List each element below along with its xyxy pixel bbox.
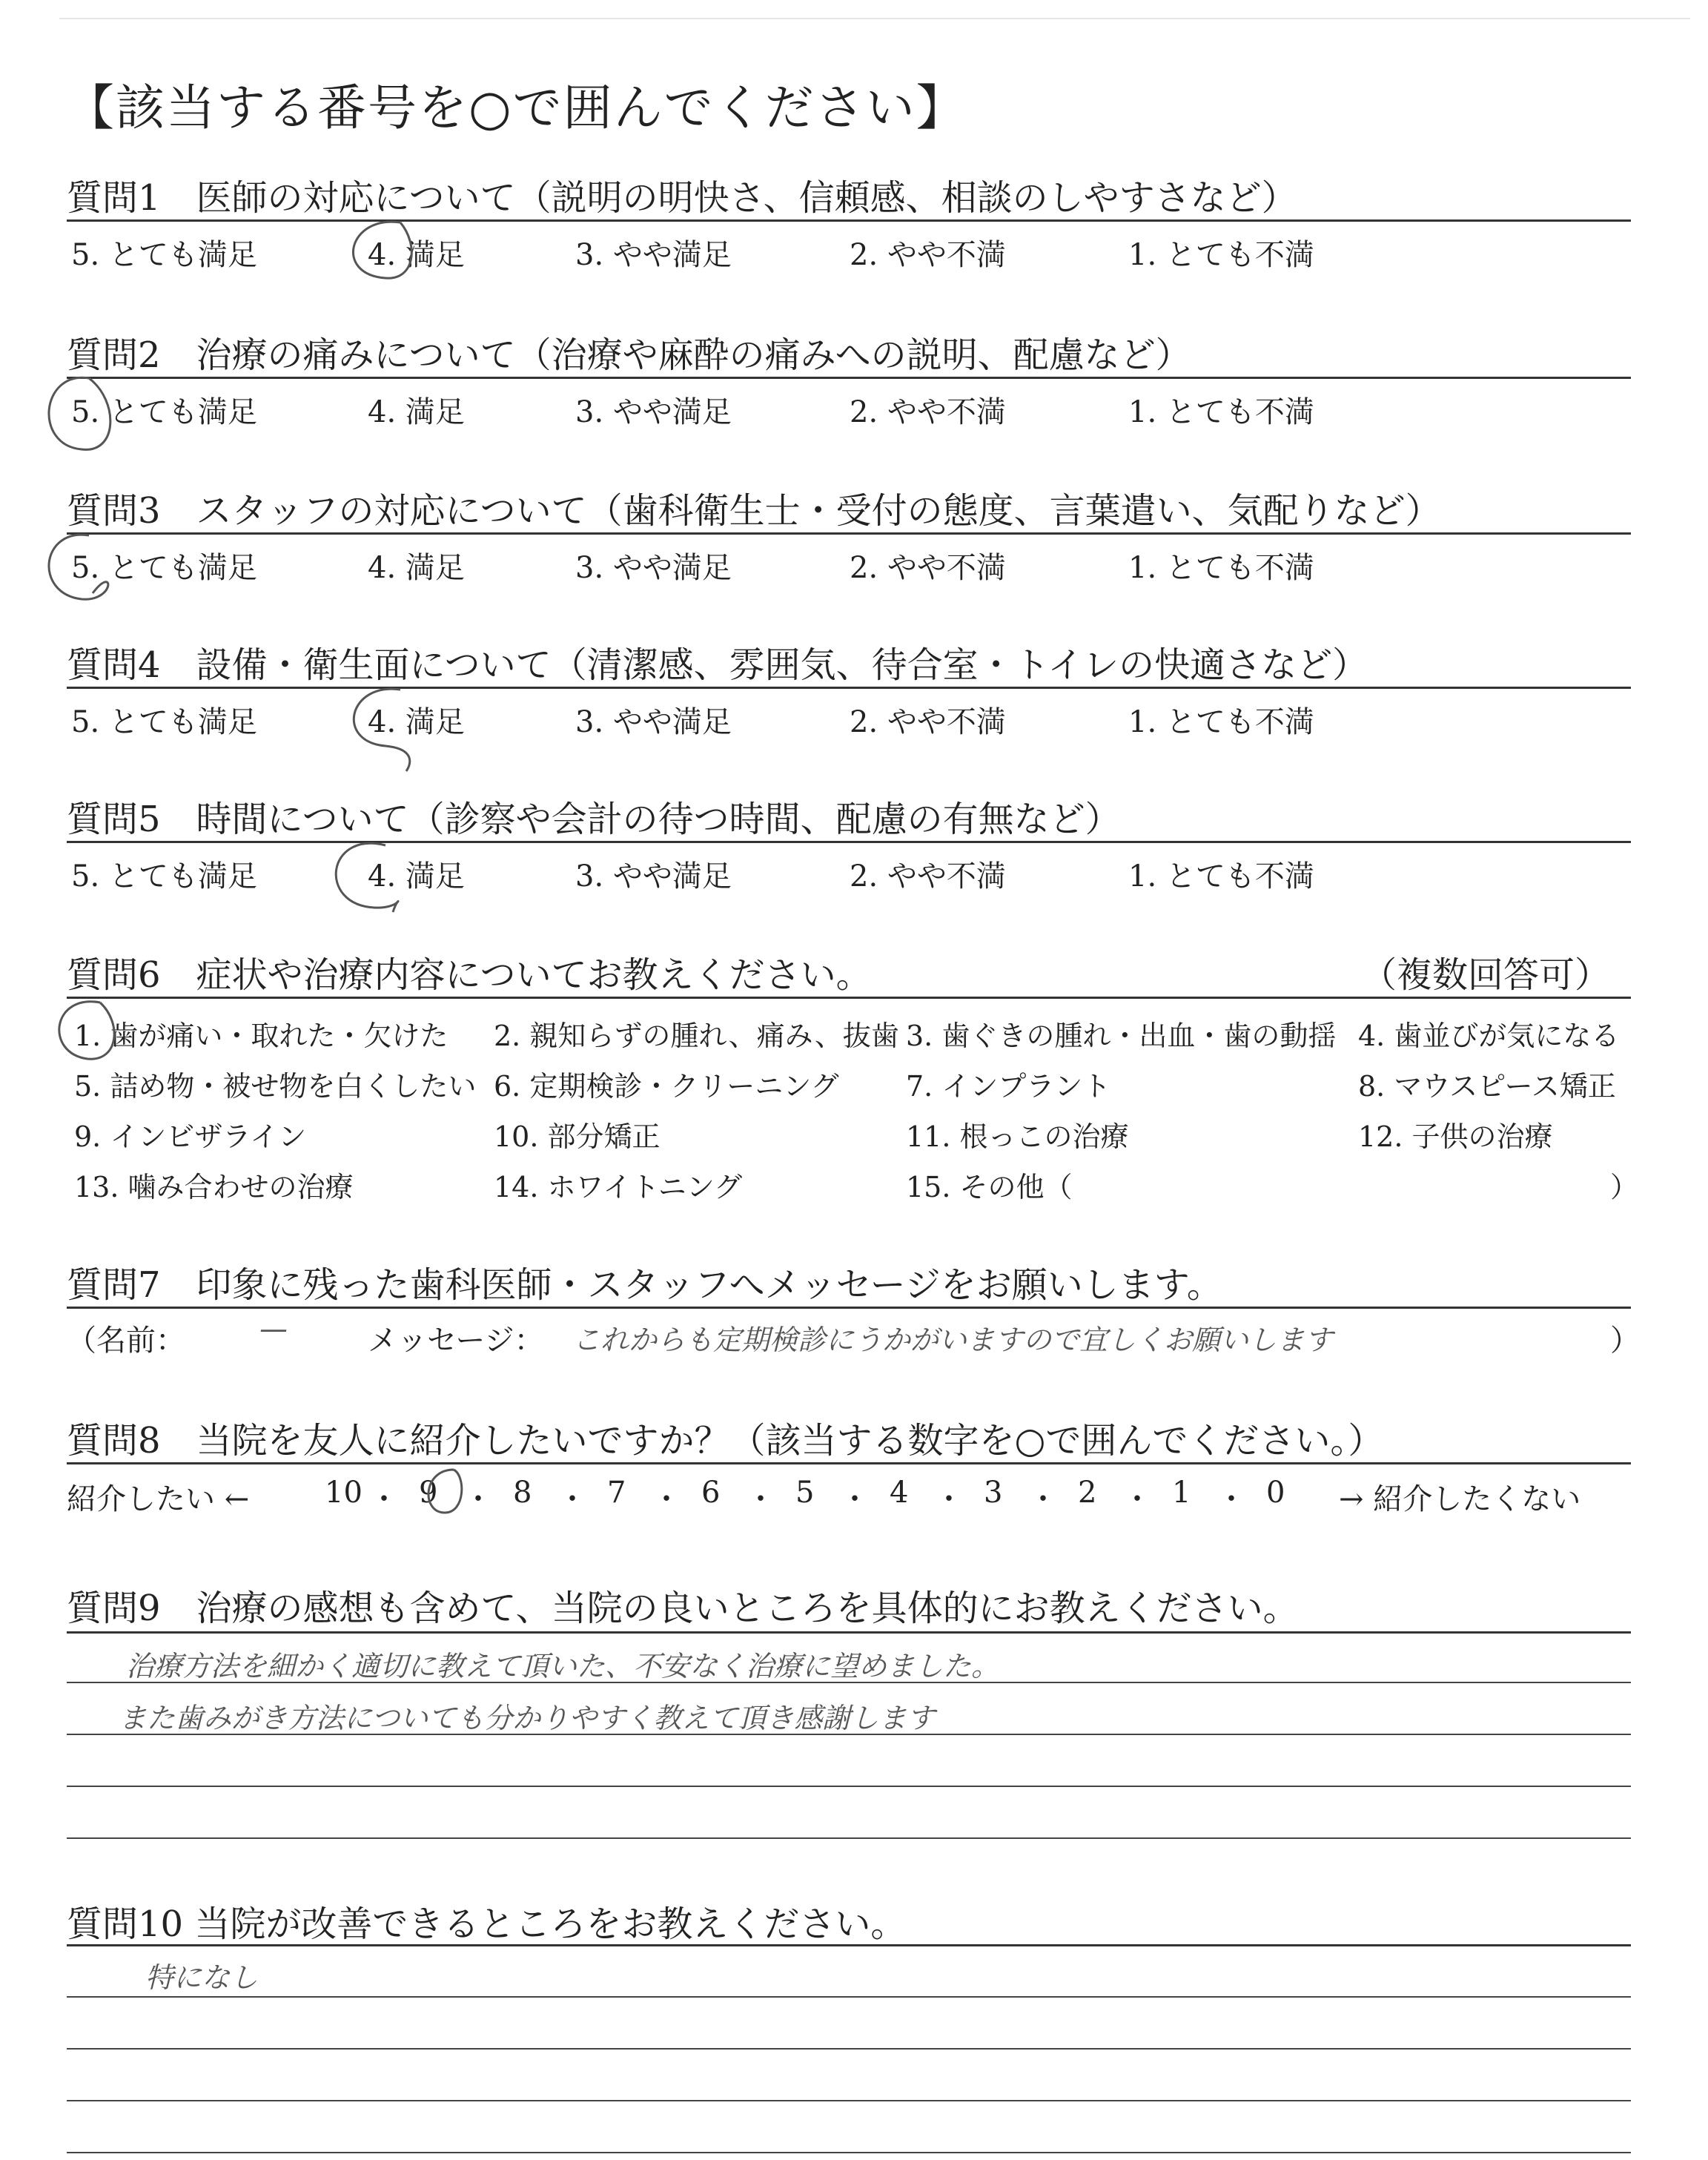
q8-separator-dot: ・ (557, 1482, 587, 1516)
q2-option-2[interactable]: 2. やや不満 (850, 395, 1006, 429)
q8-circle-mark (428, 1470, 462, 1513)
q3-option-5[interactable]: 5. とても満足 (71, 551, 257, 585)
q3-option-4[interactable]: 4. 満足 (368, 551, 465, 585)
q4-option-5[interactable]: 5. とても満足 (71, 705, 257, 739)
q6-option-10[interactable]: 10. 部分矯正 (494, 1120, 661, 1153)
q5-option-5[interactable]: 5. とても満足 (71, 859, 257, 894)
q6-title: 質問6 症状や治療内容についてお教えください。 (67, 954, 872, 996)
q8-option-3[interactable]: 3 (984, 1476, 1003, 1510)
q1-option-2[interactable]: 2. やや不満 (850, 238, 1006, 272)
q6-option-5[interactable]: 5. 詰め物・被せ物を白くしたい (74, 1070, 477, 1103)
q2-title: 質問2 治療の痛みについて（治療や麻酔の痛みへの説明、配慮など） (67, 334, 1191, 376)
q6-option-1[interactable]: 1. 歯が痛い・取れた・欠けた (74, 1020, 448, 1052)
q2-option-5[interactable]: 5. とても満足 (71, 395, 257, 429)
q6-option-15[interactable]: 15. その他（ (906, 1171, 1073, 1203)
q9-answer-line-1[interactable]: 治療方法を細かく適切に教えて頂いた、不安なく治療に望めました。 (126, 1650, 1000, 1682)
q4-option-1[interactable]: 1. とても不満 (1128, 705, 1314, 739)
q4-title: 質問4 設備・衛生面について（清潔感、雰囲気、待合室・トイレの快適さなど） (67, 644, 1368, 686)
q7-message-value[interactable]: これからも定期検診にうかがいますので宜しくお願いします (572, 1324, 1334, 1356)
q4-option-2[interactable]: 2. やや不満 (850, 705, 1006, 739)
q8-option-7[interactable]: 7 (607, 1476, 626, 1510)
q9-title: 質問9 治療の感想も含めて、当院の良いところを具体的にお教えください。 (67, 1588, 1299, 1629)
q8-right-label: → 紹介したくない (1339, 1482, 1581, 1516)
q6-note: （複数回答可） (1361, 954, 1611, 996)
q8-separator-dot: ・ (934, 1482, 964, 1516)
q1-title: 質問1 医師の対応について（説明の明快さ、信頼感、相談のしやすさなど） (67, 177, 1297, 219)
q6-option-13[interactable]: 13. 噛み合わせの治療 (74, 1171, 354, 1203)
q3-title: 質問3 スタッフの対応について（歯科衛生士・受付の態度、言葉遣い、気配りなど） (67, 490, 1441, 532)
q8-option-8[interactable]: 8 (513, 1476, 532, 1510)
q6-other-close: ） (1610, 1171, 1639, 1203)
q8-option-9[interactable]: 9 (419, 1476, 438, 1510)
q6-option-6[interactable]: 6. 定期検診・クリーニング (494, 1070, 839, 1103)
form-header: 【該当する番号を○で囲んでください】 (65, 79, 967, 136)
q8-separator-dot: ・ (1217, 1482, 1246, 1516)
q8-option-1[interactable]: 1 (1172, 1476, 1191, 1510)
q3-option-2[interactable]: 2. やや不満 (850, 551, 1006, 585)
q8-title: 質問8 当院を友人に紹介したいですか？（該当する数字を○で囲んでください。） (67, 1420, 1384, 1462)
q6-option-4[interactable]: 4. 歯並びが気になる (1358, 1020, 1620, 1052)
q6-option-8[interactable]: 8. マウスピース矯正 (1358, 1070, 1616, 1103)
q6-circle-mark-1 (59, 1002, 114, 1059)
q8-separator-dot: ・ (463, 1482, 493, 1516)
q4-option-3[interactable]: 3. やや満足 (575, 705, 732, 739)
q3-option-1[interactable]: 1. とても不満 (1128, 551, 1314, 585)
q7-name-label: （名前： (67, 1324, 185, 1358)
q2-option-3[interactable]: 3. やや満足 (575, 395, 732, 429)
q10-title: 質問10 当院が改善できるところをお教えください。 (67, 1903, 907, 1945)
q7-title: 質問7 印象に残った歯科医師・スタッフへメッセージをお願いします。 (67, 1264, 1222, 1306)
q2-circle-mark (49, 377, 110, 449)
q1-option-4[interactable]: 4. 満足 (368, 238, 465, 272)
q8-option-0[interactable]: 0 (1266, 1476, 1285, 1510)
q8-separator-dot: ・ (369, 1482, 399, 1516)
q6-option-9[interactable]: 9. インビザライン (74, 1120, 307, 1153)
q6-option-11[interactable]: 11. 根っこの治療 (906, 1120, 1129, 1153)
q8-option-6[interactable]: 6 (701, 1476, 721, 1510)
q5-option-3[interactable]: 3. やや満足 (575, 859, 732, 894)
q3-circle-mark (49, 535, 108, 599)
q8-separator-dot: ・ (840, 1482, 870, 1516)
q9-answer-line-2[interactable]: また歯みがき方法についても分かりやすく教えて頂き感謝します (119, 1702, 936, 1734)
q8-separator-dot: ・ (1028, 1482, 1058, 1516)
q7-message-label: メッセージ： (368, 1324, 544, 1358)
q1-option-5[interactable]: 5. とても満足 (71, 238, 257, 272)
q6-option-7[interactable]: 7. インプラント (906, 1070, 1111, 1103)
q8-option-2[interactable]: 2 (1078, 1476, 1097, 1510)
q10-answer-line-1[interactable]: 特になし (145, 1961, 259, 1994)
q5-title: 質問5 時間について（診察や会計の待つ時間、配慮の有無など） (67, 799, 1121, 840)
q5-option-4[interactable]: 4. 満足 (368, 859, 465, 894)
q8-separator-dot: ・ (1122, 1482, 1152, 1516)
q4-circle-mark (354, 689, 409, 771)
q7-close: ） (1610, 1324, 1640, 1358)
q7-name-value[interactable]: — (259, 1312, 288, 1345)
q8-option-4[interactable]: 4 (890, 1476, 909, 1510)
q1-option-3[interactable]: 3. やや満足 (575, 238, 732, 272)
q5-option-1[interactable]: 1. とても不満 (1128, 859, 1314, 894)
q6-option-2[interactable]: 2. 親知らずの腫れ、痛み、抜歯 (494, 1020, 899, 1052)
q1-option-1[interactable]: 1. とても不満 (1128, 238, 1314, 272)
q8-separator-dot: ・ (746, 1482, 775, 1516)
q1-circle-mark (353, 222, 411, 278)
q8-option-5[interactable]: 5 (795, 1476, 815, 1510)
q6-option-14[interactable]: 14. ホワイトニング (494, 1171, 743, 1203)
q6-option-12[interactable]: 12. 子供の治療 (1358, 1120, 1553, 1153)
q4-option-4[interactable]: 4. 満足 (368, 705, 465, 739)
q8-left-label: 紹介したい ← (67, 1482, 250, 1516)
q5-circle-mark (336, 843, 398, 912)
q8-option-10[interactable]: 10 (325, 1476, 363, 1510)
q2-option-4[interactable]: 4. 満足 (368, 395, 465, 429)
q3-option-3[interactable]: 3. やや満足 (575, 551, 732, 585)
q5-option-2[interactable]: 2. やや不満 (850, 859, 1006, 894)
q2-option-1[interactable]: 1. とても不満 (1128, 395, 1314, 429)
q6-option-3[interactable]: 3. 歯ぐきの腫れ・出血・歯の動揺 (906, 1020, 1337, 1052)
q8-separator-dot: ・ (652, 1482, 681, 1516)
